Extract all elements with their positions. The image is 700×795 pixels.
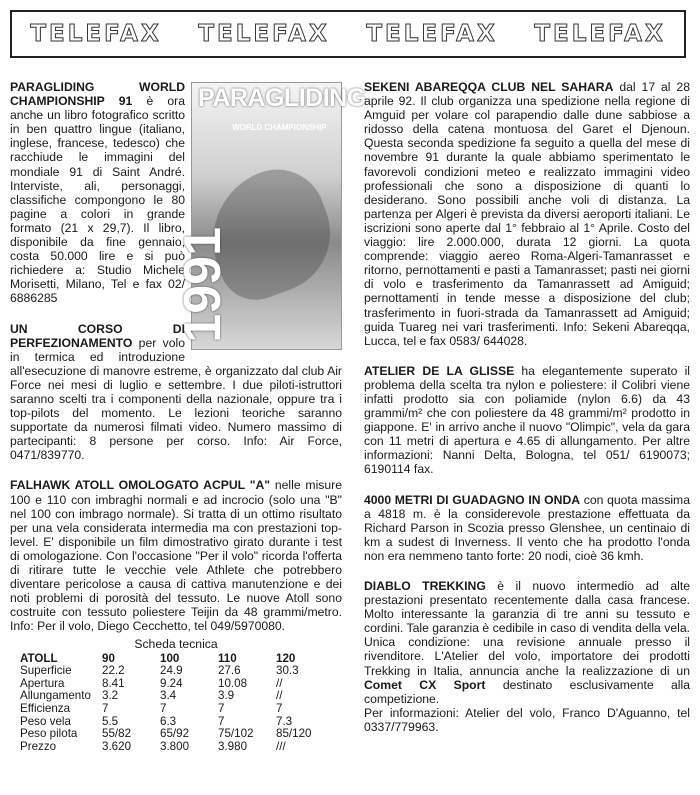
- article-lead: 4000 METRI DI GUADAGNO IN ONDA: [364, 492, 581, 507]
- table-cell: Apertura: [20, 676, 65, 690]
- table-header: 110: [218, 651, 237, 665]
- table-cell: 75/102: [218, 727, 254, 741]
- article-body: ha elegantemente superato il problema della scelta tra nylon e poliestere: il Colibri viene infatti prodotto sia con poliamide (nylon 6.6) da 43 grammi/m² che con poliestere da 48 grammi/m² prodotto in giappone. E' in arrivo anche il nuovo "Olimpic", vela da gara con 11 metri di apertura e 4.65 di allungamento. Per altre informazioni: Nanni Delta, Bologna, tel 051/ 6190073; 6190114 fax.: [364, 363, 690, 477]
- table-cell: ///: [276, 739, 286, 753]
- photo-subtitle: WORLD CHAMPIONSHIP: [232, 123, 327, 132]
- table-cell: 7: [102, 701, 109, 715]
- table-cell: //: [276, 676, 283, 690]
- banner-word: TELEFAX: [198, 21, 330, 47]
- table-cell: 7: [218, 714, 225, 728]
- photo-year: 1991: [174, 227, 232, 343]
- photo-title: PARAGLIDING: [198, 84, 366, 112]
- article-lead: FALHAWK ATOLL OMOLOGATO ACPUL "A": [10, 478, 271, 493]
- article-lead: DIABLO TREKKING: [364, 579, 486, 593]
- right-column: [364, 80, 690, 734]
- article-diablo: [364, 579, 690, 734]
- article-info: Per informazioni: Atelier del volo, Franco D'Aguanno, tel 0337/779963.: [364, 705, 690, 734]
- article-atelier: [364, 364, 690, 477]
- table-header: 90: [102, 651, 115, 665]
- article-body: è ora anche un libro fotografico scritto in ben quattro lingue (italiano, inglese, francese, tedesco) che racchiude le immagini del mondiale 91 di Saint André. Interviste, ali, personaggi, classifiche compongono le 80 pagine a colori in grande formato (21 x 29,7). Il libro, disponibile da fine gennaio, costa 50.000 lire e si può richiedere a: Studio Michele Morisetti, Milano, Tel e fax 02/ 6886285: [10, 94, 185, 306]
- table-row: [20, 703, 326, 716]
- article-body: nelle misure 100 e 110 con imbraghi normali e ad incrocio (solo una "B" nel 100 con imbrago normale). Si tratta di un ottimo risultato per una vela considerata intermedia ma con prestazioni top-level. E' disponibile un film dimostrativo girato durante i test di omologazione. Con l'occasione "Per il volo" ricorda l'offerta di ritirare tutte le vecchie vele Athlete che potrebbero diventare pericolose a causa di cattiva manutenzione e dei noti problemi di porosità del tessuto. Le nuove Atoll sono costruite con tessuto poliestere Teijin da 48 grammi/metro. Info: Per il volo, Diego Cecchetto, tel 049/5970080.: [10, 478, 342, 634]
- scheda-title: Scheda tecnica: [134, 637, 218, 652]
- table-cell: 7: [276, 701, 283, 715]
- table-header: ATOLL: [20, 651, 58, 665]
- table-cell: 3.2: [102, 689, 119, 703]
- article-body: con quota massima a 4818 m. è la considerevole prestazione effettuata da Richard Parson in Scozia presso Glenshee, un centinaio di km a sudest di Inverness. Il vento che ha prodotto l'onda non era nemmeno tanto forte: 20 nodi, cioè 36 kmh.: [364, 492, 690, 563]
- article-falhawk: [10, 478, 342, 633]
- table-cell: Peso vela: [20, 714, 71, 728]
- article-body: è il nuovo intermedio ad alte prestazioni presentato recentemente dalla casa francese. Molto interessante la garanzia di tre anni su tessuto e cordini. Tale garanzia è cedibile in caso di vendita della vela. Unica condizione: una revisione annuale presso il rivenditore. L'Atelier del volo, importatore dei prodotti Trekking in Italia, annuncia anche la realizzazione di un: [364, 579, 690, 678]
- article-body: dal 17 al 28 aprile 92. Il club organizza una spedizione nella regione di Amguid per volare col parapendio dalle dune sabbiose a ridosso della catena montuosa del Garet el Djenoun. Questa seconda spedizione fa seguito a quella del mese di novembre 91 durante la quale abbiamo sperimentato le favorevoli condizioni meteo e realizzato immagini video professionali che sono a disposizione di quanti lo desiderano. Sono possibili anche voli di distanza. La partenza per Algeri è prevista da diversi aeroporti italiani. Le iscrizioni sono aperte dal 1° febbraio al 1° Aprile. Costo del viaggio: lire 2.000.000, durata 12 giorni. La quota comprende: viaggio aereo Roma-Algeri-Tamanrasset e ritorno, pernottamenti e pasti a Tamanrasset; pasti nei giorni di volo e trasferimento da Tamanrassett ad Amiguid; pernottamenti in tende messe a disposizione del club; trasferimento in fuori-strada da Tamanrassett ad Amiguid; guida Tuareg nei vari trasferimenti. Info: Sekeni Abareqqa, Lucca, tel e fax 0583/ 644028.: [364, 80, 690, 348]
- table-header: 120: [276, 651, 296, 665]
- table-cell: 10.08: [218, 676, 248, 690]
- banner-word: TELEFAX: [30, 21, 162, 47]
- table-cell: 3.9: [218, 689, 235, 703]
- table-cell: Superficie: [20, 664, 72, 678]
- table-cell: 55/82: [102, 727, 132, 741]
- table-cell: Efficienza: [20, 701, 71, 715]
- article-lead: PARAGLIDING WORLD CHAMPIONSHIP 91: [10, 80, 185, 109]
- table-cell: 3.620: [102, 739, 132, 753]
- table-row: [20, 665, 326, 678]
- article-lead: ATELIER DE LA GLISSE: [364, 363, 515, 378]
- table-cell: 3.800: [160, 739, 190, 753]
- table-cell: 3.980: [218, 739, 248, 753]
- table-cell: 65/92: [160, 727, 190, 741]
- article-body: per volo in termica ed introduzione all'esecuzione di manovre estreme, è organizzato dal club Air Force nei mesi di luglio e settembre. I due piloti-istruttori saranno scelti tra i componenti della nazionale, oppure tra i top-pilots del momento. Le lezioni teoriche saranno supportate da numerosi filmati video. Numero massimo di partecipanti: 8 persone per corso. Info: Air Force, 0471/839770.: [10, 335, 342, 463]
- table-row: [20, 728, 326, 741]
- table-cell: 24.9: [160, 664, 183, 678]
- table-cell: 9.24: [160, 676, 183, 690]
- table-cell: 27.6: [218, 664, 241, 678]
- table-cell: Allungamento: [20, 689, 91, 703]
- table-cell: 7.3: [276, 714, 293, 728]
- table-cell: Prezzo: [20, 739, 57, 753]
- scheda-table: [20, 653, 326, 754]
- article-sekeni: [364, 80, 690, 348]
- article-4000-metri: [364, 493, 690, 563]
- table-cell: 85/120: [276, 727, 312, 741]
- article-lead: UN CORSO DI PERFEZIONAMENTO: [10, 321, 185, 350]
- table-cell: 6.3: [160, 714, 177, 728]
- table-cell: Peso pilota: [20, 727, 78, 741]
- table-row: [20, 741, 326, 754]
- article-lead: SEKENI ABAREQQA CLUB NEL SAHARA: [364, 80, 614, 94]
- table-cell: 22.2: [102, 664, 125, 678]
- table-cell: 30.3: [276, 664, 299, 678]
- table-cell: 7: [218, 701, 225, 715]
- left-column: [10, 80, 366, 753]
- table-cell: 8.41: [102, 676, 125, 690]
- table-cell: 5.5: [102, 714, 119, 728]
- book-cover-photo: [174, 82, 366, 350]
- banner-word: TELEFAX: [366, 21, 498, 47]
- banner-word: TELEFAX: [534, 21, 666, 47]
- table-cell: 7: [160, 701, 167, 715]
- article-body: destinato esclusivamente alla competizione.: [364, 677, 691, 706]
- telefax-banner: [10, 10, 686, 58]
- table-cell: 3.4: [160, 689, 177, 703]
- table-cell: //: [276, 689, 283, 703]
- article-bold-product: Comet CX Sport: [364, 677, 486, 692]
- table-header: 100: [160, 651, 180, 665]
